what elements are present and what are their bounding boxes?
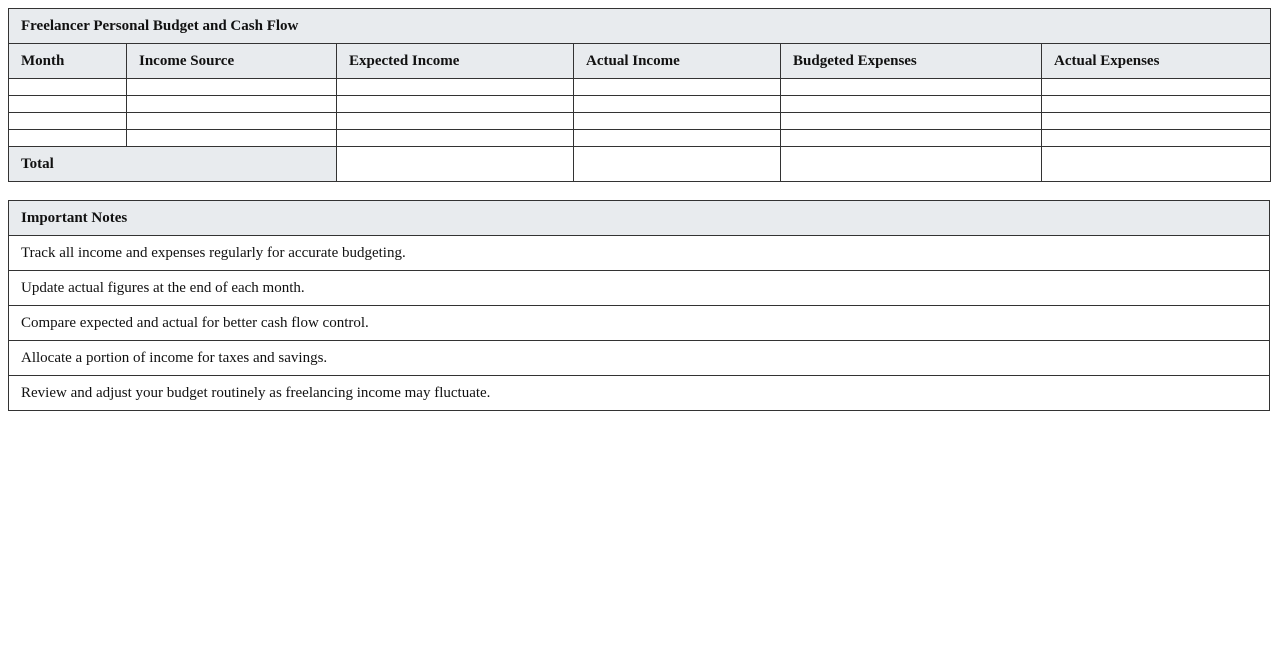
table-row (9, 79, 1271, 96)
note-text: Allocate a portion of income for taxes and savings. (9, 341, 1270, 376)
income-source-cell[interactable] (127, 79, 337, 96)
note-text: Compare expected and actual for better cash flow control. (9, 306, 1270, 341)
notes-title-row (9, 201, 1270, 236)
month-cell[interactable] (9, 113, 127, 130)
table-row (9, 113, 1271, 130)
list-item (9, 376, 1270, 411)
list-item (9, 341, 1270, 376)
budgeted-expenses-cell[interactable] (781, 113, 1042, 130)
actual-expenses-cell[interactable] (1042, 130, 1271, 147)
note-text: Review and adjust your budget routinely as freelancing income may fluctuate. (9, 376, 1270, 411)
budgeted-expenses-cell[interactable] (781, 130, 1042, 147)
total-actual-income-cell[interactable] (574, 147, 781, 182)
list-item (9, 271, 1270, 306)
note-text: Track all income and expenses regularly for accurate budgeting. (9, 236, 1270, 271)
column-header-month: Month (9, 44, 127, 79)
total-expected-income-cell[interactable] (337, 147, 574, 182)
expected-income-cell[interactable] (337, 96, 574, 113)
actual-income-cell[interactable] (574, 96, 781, 113)
budget-title-row (9, 9, 1271, 44)
table-row (9, 96, 1271, 113)
actual-expenses-cell[interactable] (1042, 96, 1271, 113)
table-row (9, 130, 1271, 147)
expected-income-cell[interactable] (337, 113, 574, 130)
notes-table (8, 200, 1270, 411)
total-budgeted-expenses-cell[interactable] (781, 147, 1042, 182)
actual-expenses-cell[interactable] (1042, 79, 1271, 96)
notes-table-title: Important Notes (9, 201, 1270, 236)
budget-table (8, 8, 1271, 182)
note-text: Update actual figures at the end of each month. (9, 271, 1270, 306)
month-cell[interactable] (9, 130, 127, 147)
list-item (9, 306, 1270, 341)
page-container (8, 8, 1270, 411)
income-source-cell[interactable] (127, 113, 337, 130)
actual-expenses-cell[interactable] (1042, 113, 1271, 130)
budget-header-row (9, 44, 1271, 79)
income-source-cell[interactable] (127, 130, 337, 147)
total-row (9, 147, 1271, 182)
column-header-actual-income: Actual Income (574, 44, 781, 79)
expected-income-cell[interactable] (337, 79, 574, 96)
column-header-actual-expenses: Actual Expenses (1042, 44, 1271, 79)
column-header-income-source: Income Source (127, 44, 337, 79)
list-item (9, 236, 1270, 271)
month-cell[interactable] (9, 96, 127, 113)
actual-income-cell[interactable] (574, 113, 781, 130)
expected-income-cell[interactable] (337, 130, 574, 147)
total-actual-expenses-cell[interactable] (1042, 147, 1271, 182)
actual-income-cell[interactable] (574, 79, 781, 96)
budgeted-expenses-cell[interactable] (781, 96, 1042, 113)
column-header-budgeted-expenses: Budgeted Expenses (781, 44, 1042, 79)
budgeted-expenses-cell[interactable] (781, 79, 1042, 96)
total-label: Total (9, 147, 337, 182)
month-cell[interactable] (9, 79, 127, 96)
actual-income-cell[interactable] (574, 130, 781, 147)
column-header-expected-income: Expected Income (337, 44, 574, 79)
budget-table-title: Freelancer Personal Budget and Cash Flow (9, 9, 1271, 44)
income-source-cell[interactable] (127, 96, 337, 113)
